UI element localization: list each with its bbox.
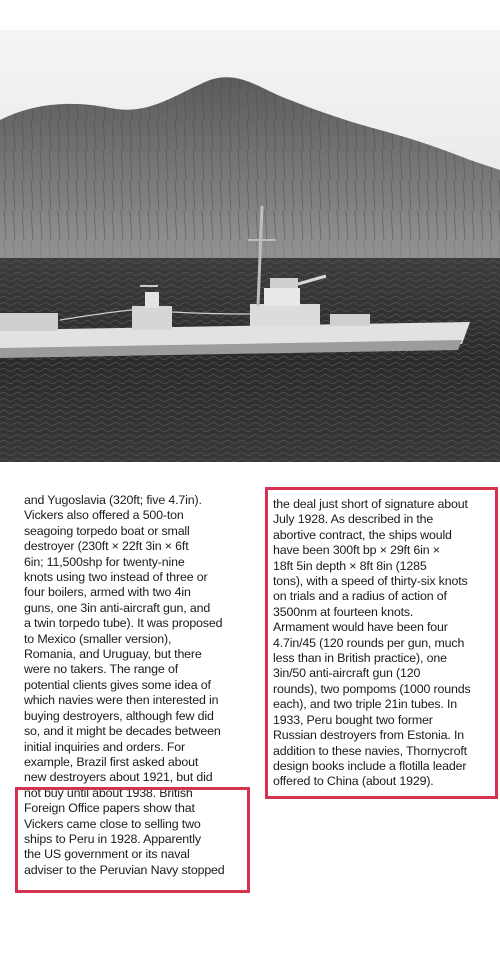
right-text-column bbox=[273, 497, 497, 790]
text-line: 4.7in/45 (120 rounds per gun, much bbox=[273, 635, 465, 650]
text-line: the deal just short of signature about bbox=[273, 497, 468, 511]
text-line: Foreign Office papers show that bbox=[24, 801, 195, 816]
text-line: Vickers came close to selling two bbox=[24, 816, 201, 831]
text-line: new destroyers about 1921, but did bbox=[24, 770, 213, 785]
text-line: 6in; 11,500shp for twenty-nine bbox=[24, 554, 185, 569]
text-line: potential clients gives some idea of bbox=[24, 677, 211, 692]
text-line: 1933, Peru bought two former bbox=[273, 712, 433, 727]
text-line: have been 300ft bp × 29ft 6in × bbox=[273, 543, 440, 558]
text-line: destroyer (230ft × 22ft 3in × 6ft bbox=[24, 539, 189, 554]
text-line: addition to these navies, Thornycroft bbox=[273, 743, 467, 758]
text-line: July 1928. As described in the bbox=[273, 512, 434, 527]
destroyer-photograph bbox=[0, 30, 500, 462]
text-line: 3in/50 anti-aircraft gun (120 bbox=[273, 666, 421, 681]
text-line: design books include a flotilla leader bbox=[273, 758, 467, 773]
destroyer-photo-image bbox=[0, 30, 500, 462]
text-line: buying destroyers, although few did bbox=[24, 708, 214, 723]
text-line: four boilers, armed with two 4in bbox=[24, 585, 191, 600]
text-line: rounds), two pompoms (1000 rounds bbox=[273, 681, 471, 696]
text-line: less than in British practice), one bbox=[273, 651, 447, 666]
text-line: abortive contract, the ships would bbox=[273, 527, 452, 542]
text-line: so, and it might be decades between bbox=[24, 724, 221, 739]
text-line: seagoing torpedo boat or small bbox=[24, 523, 190, 538]
text-line: Vickers also offered a 500-ton bbox=[24, 508, 184, 523]
text-line: Armament would have been four bbox=[273, 620, 448, 635]
text-line: Russian destroyers from Estonia. In bbox=[273, 728, 465, 743]
text-line: Romania, and Uruguay, but there bbox=[24, 647, 202, 662]
text-line: adviser to the Peruvian Navy stopped bbox=[24, 862, 225, 877]
text-line: were no takers. The range of bbox=[24, 662, 178, 677]
text-line: ships to Peru in 1928. Apparently bbox=[24, 831, 201, 846]
text-line: guns, one 3in anti-aircraft gun, and bbox=[24, 600, 211, 615]
text-line: which navies were then interested in bbox=[24, 693, 219, 708]
text-line: example, Brazil first asked about bbox=[24, 754, 199, 769]
text-line: and Yugoslavia (320ft; five 4.7in). bbox=[24, 493, 202, 507]
text-line: initial inquiries and orders. For bbox=[24, 739, 186, 754]
text-line: a twin torpedo tube). It was proposed bbox=[24, 616, 223, 631]
text-line: knots using two instead of three or bbox=[24, 570, 208, 585]
text-line: the US government or its naval bbox=[24, 847, 190, 862]
text-line: to Mexico (smaller version), bbox=[24, 631, 172, 646]
left-text-column bbox=[24, 493, 256, 878]
text-line: on trials and a radius of action of bbox=[273, 589, 447, 604]
text-line: 18ft 5in depth × 8ft 8in (1285 bbox=[273, 558, 427, 573]
text-line: offered to China (about 1929). bbox=[273, 774, 434, 789]
text-line: tons), with a speed of thirty-six knots bbox=[273, 574, 468, 589]
text-line: 3500nm at fourteen knots. bbox=[273, 604, 414, 619]
text-line: each), and two triple 21in tubes. In bbox=[273, 697, 458, 712]
text-line: not buy until about 1938. British bbox=[24, 785, 193, 800]
